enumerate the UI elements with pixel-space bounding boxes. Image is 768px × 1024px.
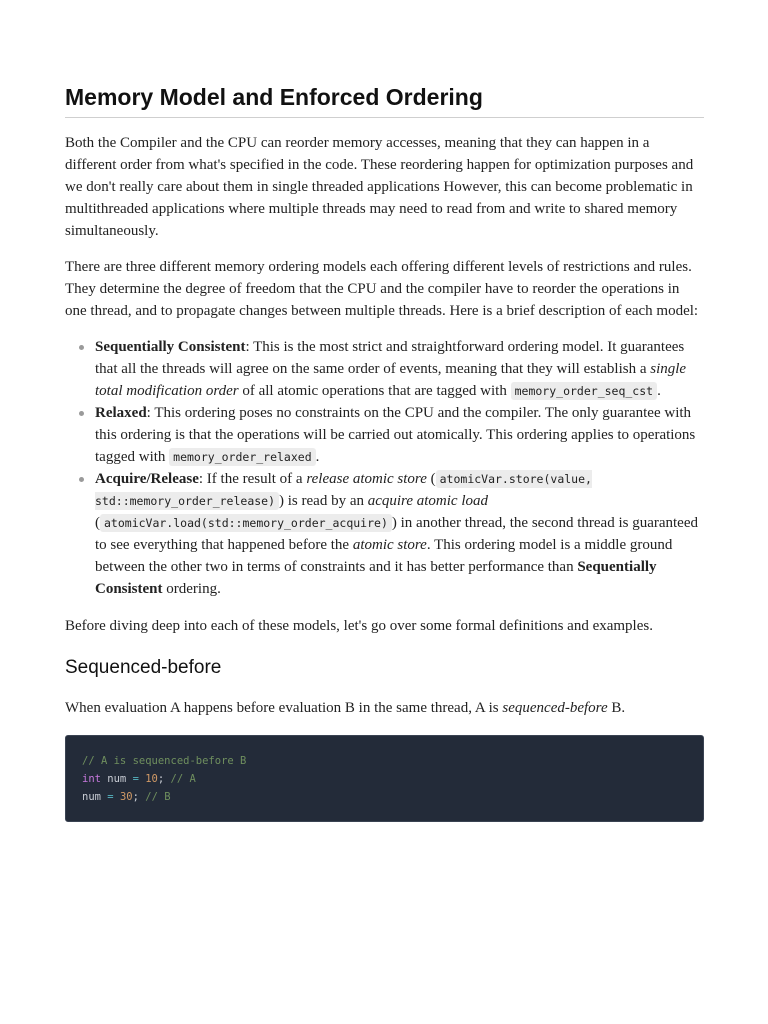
model-text: ) in another thread, the second thread is guaranteed to see everything that happened before the — [95, 515, 698, 553]
code-comment: // B — [145, 791, 171, 803]
model-text: of all atomic operations that are tagged with — [238, 383, 511, 399]
paragraph-text: B. — [607, 700, 626, 716]
models-intro-paragraph: There are three different memory ordering models each offering different levels of restrictions and rules. They determine the degree of freedom that the CPU and the compiler have to reorder the operations in one thread, and to propagate changes between multiple threads. Here is a brief description of each model: — [65, 259, 699, 319]
code-punctuation: ; — [132, 791, 146, 803]
section-heading: Sequenced-before — [65, 657, 222, 678]
model-text: ( — [426, 471, 436, 487]
model-emphasis: atomic store — [352, 537, 427, 553]
inline-code: memory_order_seq_cst — [511, 382, 657, 400]
article-content — [65, 82, 704, 822]
model-name: Acquire/Release — [95, 471, 199, 487]
model-text: ordering. — [162, 581, 221, 597]
code-identifier: num — [82, 791, 108, 803]
model-text: : If the result of a — [198, 471, 307, 487]
code-line — [82, 770, 687, 788]
code-line — [82, 752, 687, 770]
definitions-paragraph: Before diving deep into each of these models, let's go over some formal definitions and examples. — [65, 618, 653, 634]
code-comment: // A is sequenced-before B — [82, 755, 247, 767]
code-line — [82, 788, 687, 806]
page-title: Memory Model and Enforced Ordering — [65, 82, 704, 118]
inline-code: memory_order_relaxed — [169, 448, 315, 466]
model-text: ( — [95, 515, 100, 531]
code-block[interactable] — [65, 735, 704, 822]
paragraph-emphasis: sequenced-before — [502, 700, 608, 716]
model-name: Sequentially Consistent — [95, 339, 246, 355]
code-comment: // A — [170, 773, 196, 785]
list-item-acquire-release — [95, 468, 704, 600]
model-text: ) is read by an — [279, 493, 368, 509]
model-name: Relaxed — [95, 405, 147, 421]
code-operator: = — [132, 773, 139, 785]
model-text: : This ordering poses no constraints on the CPU and the compiler. The only guarantee with this ordering is that the operations will be carried out atomically. This ordering applies to operations tagged with — [95, 405, 696, 465]
model-strong: Sequentially Consistent — [95, 559, 657, 597]
inline-code: atomicVar.store(value, std::memory_order_release) — [95, 472, 592, 508]
sequenced-before-paragraph — [65, 697, 704, 719]
intro-paragraph: Both the Compiler and the CPU can reorder memory accesses, meaning that they can happen in a different order from what's specified in the code. These reordering happen for optimization purposes and we don't really care about them in single threaded applications However, this can become problematic in multithreaded applications where multiple threads may need to read from and write to shared memory simultaneously. — [65, 135, 694, 239]
code-number: 30 — [119, 791, 133, 803]
code-keyword: int — [82, 773, 101, 785]
model-emphasis: release atomic store — [306, 471, 427, 487]
code-operator: = — [107, 791, 114, 803]
bullet-icon — [79, 345, 84, 350]
code-identifier: num — [100, 773, 133, 785]
list-item-relaxed — [95, 402, 704, 468]
model-text: . — [315, 449, 320, 465]
model-text: : This is the most strict and straightforward ordering model. It guarantees that all the threads will agree on the same order of events, meaning that they will establish a — [95, 339, 685, 377]
paragraph-text: When evaluation A happens before evaluation B in the same thread, A is — [65, 700, 503, 716]
model-text: . — [657, 383, 661, 399]
code-punctuation: ; — [157, 773, 171, 785]
model-text: . This ordering model is a middle ground between the other two in terms of constraints and it has better performance than — [95, 537, 673, 575]
model-emphasis: single total modification order — [95, 361, 687, 399]
bullet-icon — [79, 477, 84, 482]
code-number: 10 — [145, 773, 158, 785]
model-emphasis: acquire atomic load — [367, 493, 488, 509]
memory-models-list — [65, 336, 704, 600]
inline-code: atomicVar.load(std::memory_order_acquire) — [100, 514, 392, 532]
bullet-icon — [79, 411, 84, 416]
list-item-sequentially-consistent — [95, 336, 704, 402]
